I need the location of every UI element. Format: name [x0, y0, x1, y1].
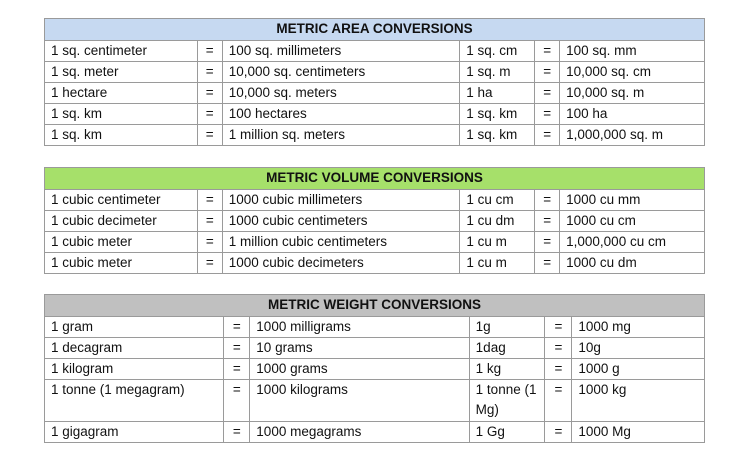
metric-weight-table	[44, 294, 705, 443]
equals-sign: =	[197, 211, 222, 232]
unit-abbrev: 1 ha	[460, 83, 535, 104]
table-row	[45, 317, 705, 338]
unit-name: 1 cubic centimeter	[45, 190, 198, 211]
abbrev-value: 1000 mg	[572, 317, 705, 338]
equivalent-value: 100 sq. millimeters	[222, 41, 460, 62]
table-row	[45, 62, 705, 83]
equals-sign: =	[197, 253, 222, 274]
equals-sign: =	[535, 83, 560, 104]
equivalent-value: 100 hectares	[222, 104, 460, 125]
abbrev-value: 1000 cu cm	[560, 211, 705, 232]
unit-name: 1 sq. centimeter	[45, 41, 198, 62]
table-row	[45, 104, 705, 125]
abbrev-value: 1000 kg	[572, 380, 705, 422]
unit-abbrev: 1dag	[469, 338, 545, 359]
equals-sign: =	[545, 317, 572, 338]
equals-sign: =	[535, 41, 560, 62]
equivalent-value: 10 grams	[250, 338, 469, 359]
table-row	[45, 190, 705, 211]
equals-sign: =	[197, 41, 222, 62]
table-title: METRIC WEIGHT CONVERSIONS	[45, 295, 705, 317]
abbrev-value: 1,000,000 sq. m	[560, 125, 705, 146]
unit-name: 1 gigagram	[45, 422, 224, 443]
unit-abbrev: 1 sq. km	[460, 125, 535, 146]
abbrev-value: 100 sq. mm	[560, 41, 705, 62]
equals-sign: =	[545, 380, 572, 422]
unit-abbrev: 1 Gg	[469, 422, 545, 443]
equivalent-value: 1 million sq. meters	[222, 125, 460, 146]
table-row	[45, 211, 705, 232]
equals-sign: =	[224, 380, 250, 422]
abbrev-value: 1000 cu dm	[560, 253, 705, 274]
equals-sign: =	[224, 422, 250, 443]
unit-name: 1 sq. meter	[45, 62, 198, 83]
unit-abbrev: 1 kg	[469, 359, 545, 380]
equals-sign: =	[224, 317, 250, 338]
abbrev-value: 10,000 sq. m	[560, 83, 705, 104]
table-row	[45, 232, 705, 253]
equals-sign: =	[535, 190, 560, 211]
table-row	[45, 422, 705, 443]
equals-sign: =	[197, 190, 222, 211]
unit-abbrev: 1 sq. km	[460, 104, 535, 125]
table-row	[45, 380, 705, 422]
equals-sign: =	[197, 104, 222, 125]
equals-sign: =	[535, 62, 560, 83]
equals-sign: =	[224, 359, 250, 380]
unit-name: 1 kilogram	[45, 359, 224, 380]
unit-abbrev: 1 tonne (1 Mg)	[469, 380, 545, 422]
equals-sign: =	[535, 211, 560, 232]
abbrev-value: 10,000 sq. cm	[560, 62, 705, 83]
equivalent-value: 1000 cubic centimeters	[222, 211, 460, 232]
unit-abbrev: 1g	[469, 317, 545, 338]
equivalent-value: 1000 cubic decimeters	[222, 253, 460, 274]
equals-sign: =	[535, 253, 560, 274]
unit-name: 1 hectare	[45, 83, 198, 104]
metric-area-table	[44, 18, 705, 146]
unit-abbrev: 1 cu cm	[460, 190, 535, 211]
unit-name: 1 cubic meter	[45, 253, 198, 274]
unit-abbrev: 1 cu m	[460, 253, 535, 274]
equals-sign: =	[197, 83, 222, 104]
unit-abbrev: 1 cu dm	[460, 211, 535, 232]
equals-sign: =	[224, 338, 250, 359]
equals-sign: =	[535, 232, 560, 253]
table-row	[45, 83, 705, 104]
abbrev-value: 1000 cu mm	[560, 190, 705, 211]
table-title: METRIC VOLUME CONVERSIONS	[45, 168, 705, 190]
table-row	[45, 359, 705, 380]
abbrev-value: 1000 g	[572, 359, 705, 380]
unit-name: 1 cubic decimeter	[45, 211, 198, 232]
equivalent-value: 1000 milligrams	[250, 317, 469, 338]
unit-name: 1 gram	[45, 317, 224, 338]
equivalent-value: 10,000 sq. meters	[222, 83, 460, 104]
table-row	[45, 253, 705, 274]
unit-name: 1 tonne (1 megagram)	[45, 380, 224, 422]
table-title: METRIC AREA CONVERSIONS	[45, 19, 705, 41]
abbrev-value: 1000 Mg	[572, 422, 705, 443]
equivalent-value: 1000 grams	[250, 359, 469, 380]
equals-sign: =	[545, 359, 572, 380]
unit-name: 1 sq. km	[45, 104, 198, 125]
equivalent-value: 1000 megagrams	[250, 422, 469, 443]
table-row	[45, 125, 705, 146]
unit-name: 1 cubic meter	[45, 232, 198, 253]
equivalent-value: 10,000 sq. centimeters	[222, 62, 460, 83]
equivalent-value: 1000 cubic millimeters	[222, 190, 460, 211]
unit-abbrev: 1 cu m	[460, 232, 535, 253]
equals-sign: =	[197, 125, 222, 146]
abbrev-value: 100 ha	[560, 104, 705, 125]
equals-sign: =	[197, 232, 222, 253]
equivalent-value: 1 million cubic centimeters	[222, 232, 460, 253]
abbrev-value: 10g	[572, 338, 705, 359]
metric-volume-table	[44, 167, 705, 274]
equals-sign: =	[545, 338, 572, 359]
unit-abbrev: 1 sq. m	[460, 62, 535, 83]
table-row	[45, 41, 705, 62]
equals-sign: =	[545, 422, 572, 443]
table-row	[45, 338, 705, 359]
equals-sign: =	[535, 104, 560, 125]
unit-name: 1 decagram	[45, 338, 224, 359]
equals-sign: =	[535, 125, 560, 146]
equals-sign: =	[197, 62, 222, 83]
equivalent-value: 1000 kilograms	[250, 380, 469, 422]
unit-abbrev: 1 sq. cm	[460, 41, 535, 62]
abbrev-value: 1,000,000 cu cm	[560, 232, 705, 253]
unit-name: 1 sq. km	[45, 125, 198, 146]
